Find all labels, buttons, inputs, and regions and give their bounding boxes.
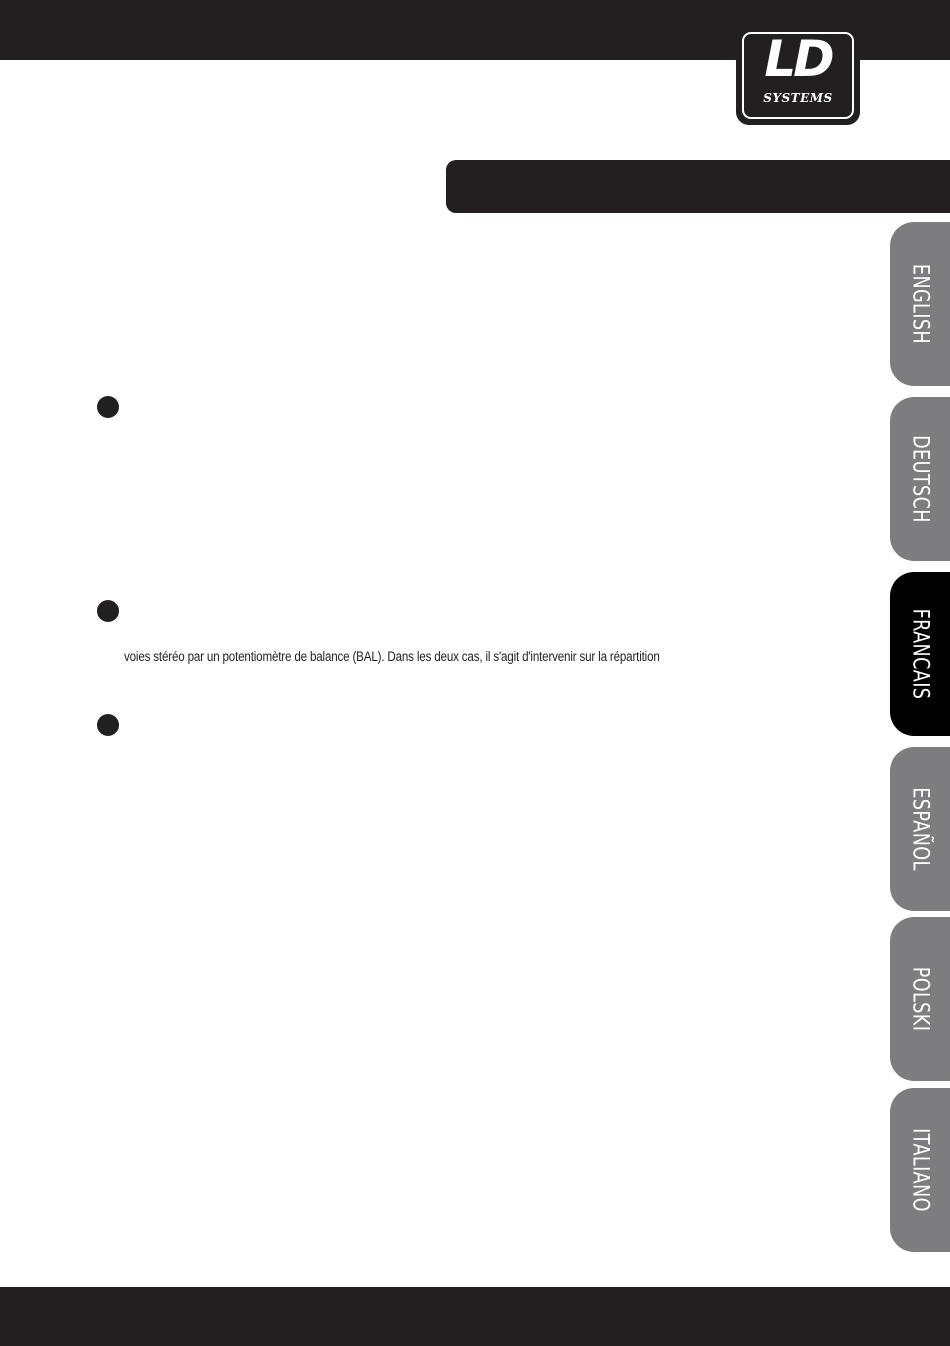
- tab-english-label: ENGLISH: [907, 263, 933, 345]
- tab-italiano[interactable]: [890, 1088, 950, 1252]
- logo-systems-text: SYSTEMS: [763, 91, 833, 105]
- tab-polski[interactable]: [890, 917, 950, 1081]
- bullet-2: [97, 600, 119, 622]
- tab-english[interactable]: [890, 222, 950, 386]
- footer-bar: [0, 1287, 950, 1346]
- logo-ld-text: LD: [764, 30, 832, 88]
- bullet-3: [97, 714, 119, 736]
- ld-systems-logo: [737, 27, 859, 124]
- bullet-1: [97, 396, 119, 418]
- tab-deutsch[interactable]: [890, 397, 950, 561]
- tab-polski-label: POLSKI: [907, 966, 933, 1032]
- tab-francais[interactable]: [890, 572, 950, 736]
- tab-francais-label: FRANCAIS: [907, 608, 933, 700]
- tab-espanol-label: ESPAÑOL: [907, 787, 933, 871]
- tab-italiano-label: ITALIANO: [907, 1128, 933, 1212]
- paragraph-text: voies stéréo par un potentiomètre de balance (BAL). Dans les deux cas, il s'agit d'intervenir sur la répartition: [124, 649, 660, 664]
- section-title-bar: [446, 160, 950, 213]
- tab-espanol[interactable]: [890, 747, 950, 911]
- tab-deutsch-label: DEUTSCH: [907, 435, 933, 523]
